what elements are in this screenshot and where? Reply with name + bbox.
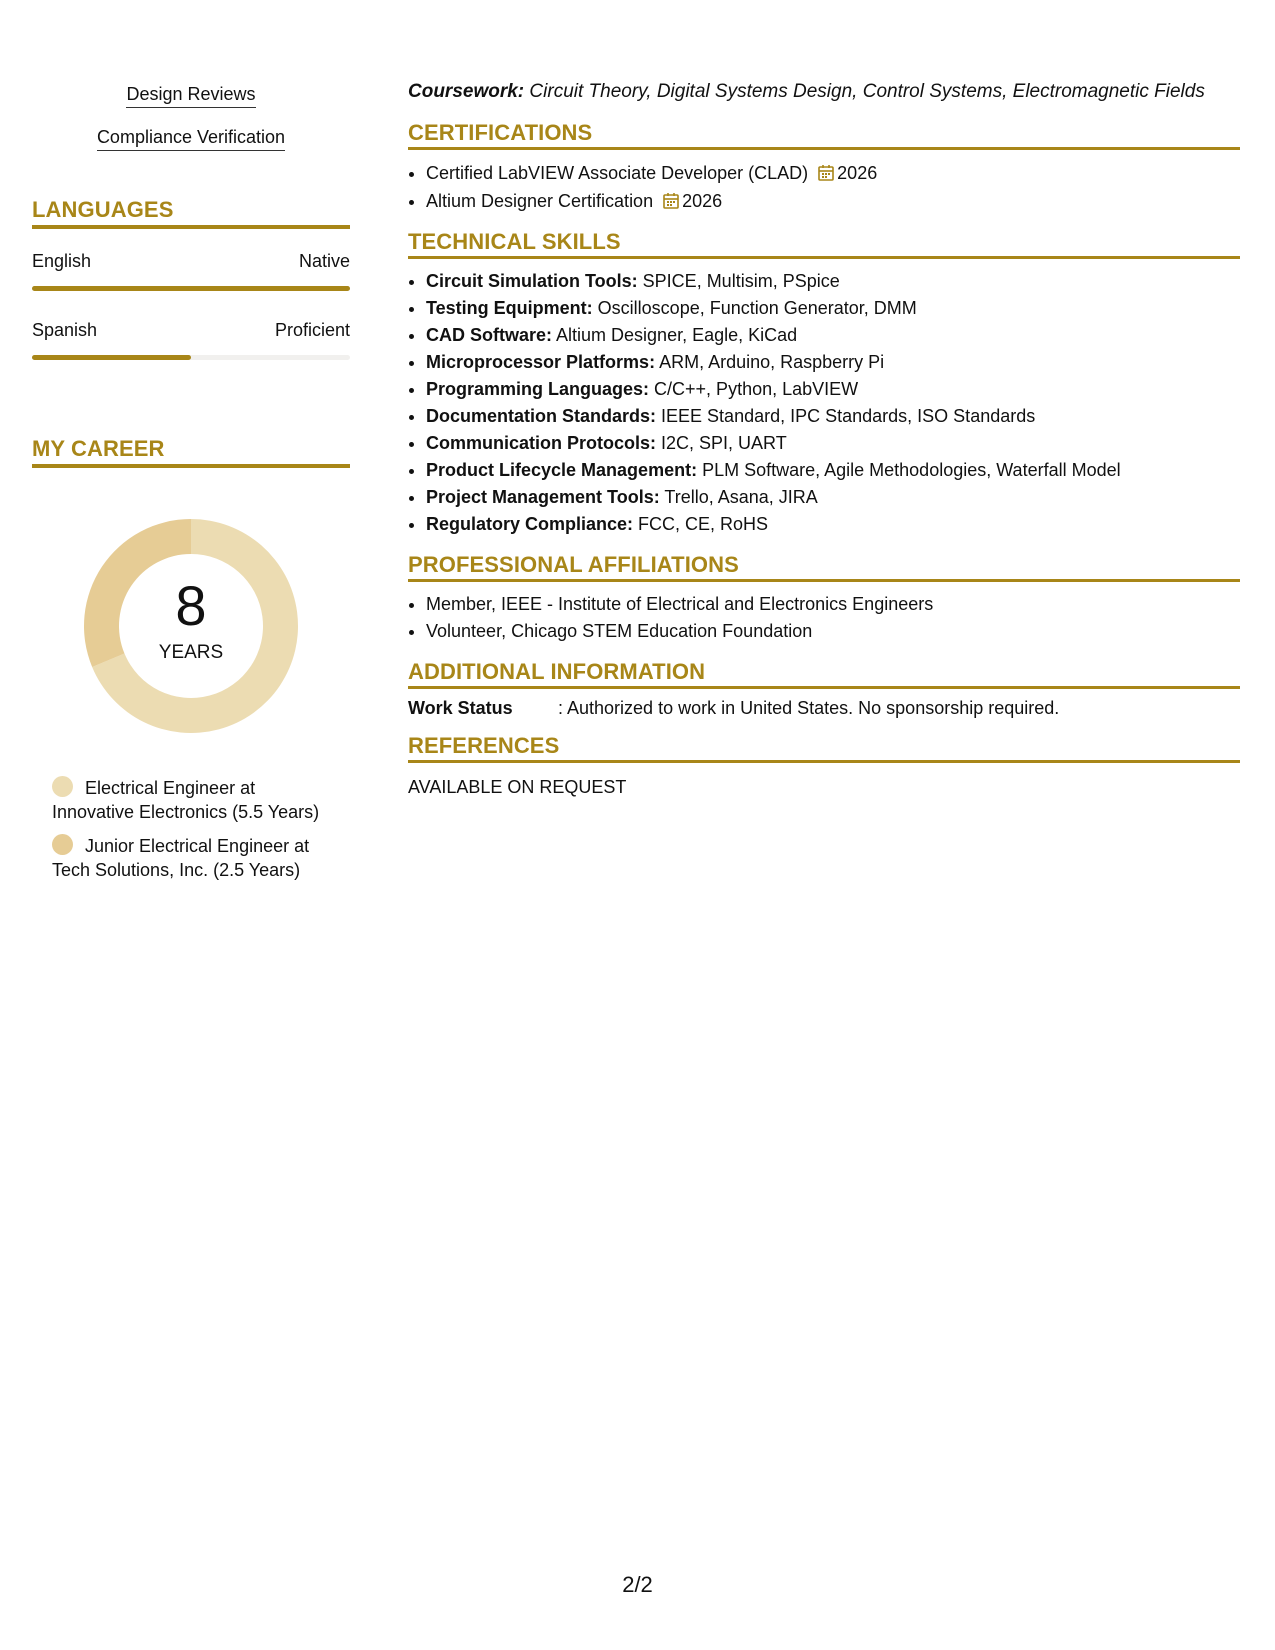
languages-heading: LANGUAGES (32, 197, 350, 229)
work-status-row (408, 698, 1240, 719)
language-item (32, 251, 350, 291)
calendar-icon (818, 164, 834, 181)
skill-item: • Product Lifecycle Management: PLM Software, Agile Methodologies, Waterfall Model (426, 457, 1240, 484)
language-bar (32, 286, 350, 291)
certifications-heading: CERTIFICATIONS (408, 120, 1240, 150)
skill-tag: Compliance Verification (32, 127, 350, 151)
skill-item: • Communication Protocols: I2C, SPI, UART (426, 430, 1240, 457)
left-column (32, 84, 350, 892)
technical-skills-list (408, 268, 1240, 538)
language-bar-fill (32, 355, 191, 360)
skill-item: • CAD Software: Altium Designer, Eagle, KiCad (426, 322, 1240, 349)
career-legend (32, 776, 350, 882)
certification-item: • Certified LabVIEW Associate Developer (CLAD) 2026 (426, 159, 1240, 187)
coursework-label: Coursework: (408, 81, 525, 102)
skill-item: • Microprocessor Platforms: ARM, Arduino, Raspberry Pi (426, 349, 1240, 376)
language-bar (32, 355, 350, 360)
certification-item: • Altium Designer Certification 2026 (426, 187, 1240, 215)
affiliation-item: • Member, IEEE - Institute of Electrical and Electronics Engineers (426, 591, 1240, 618)
certification-year: 2026 (682, 191, 723, 211)
calendar-icon (663, 192, 679, 209)
career-legend-item: Junior Electrical Engineer at Tech Solutions, Inc. (2.5 Years) (52, 836, 310, 880)
career-years-label: YEARS (158, 642, 224, 663)
skill-item: • Circuit Simulation Tools: SPICE, Multisim, PSpice (426, 268, 1240, 295)
career-heading: MY CAREER (32, 436, 350, 468)
coursework-text: Circuit Theory, Digital Systems Design, Control Systems, Electromagnetic Fields (524, 81, 1205, 102)
certifications-list (408, 159, 1240, 215)
affiliation-item: • Volunteer, Chicago STEM Education Foundation (426, 618, 1240, 645)
language-bar-fill (32, 286, 350, 291)
page-number: 2/2 (622, 1572, 653, 1597)
references-text: AVAILABLE ON REQUEST (408, 777, 627, 797)
work-status-value: : Authorized to work in United States. No sponsorship required. (558, 698, 1060, 718)
technical-skills-heading: TECHNICAL SKILLS (408, 229, 1240, 259)
language-item (32, 320, 350, 360)
language-level: Proficient (274, 320, 350, 340)
legend-dot-icon (52, 776, 73, 797)
skill-item: • Regulatory Compliance: FCC, CE, RoHS (426, 511, 1240, 538)
right-column (408, 80, 1240, 798)
language-name: Spanish (32, 320, 98, 340)
certification-year: 2026 (837, 163, 878, 183)
career-donut (75, 510, 307, 742)
additional-info-heading: ADDITIONAL INFORMATION (408, 659, 1240, 689)
skill-tag: Design Reviews (32, 84, 350, 108)
references-heading: REFERENCES (408, 733, 1240, 763)
skill-item: • Programming Languages: C/C++, Python, LabVIEW (426, 376, 1240, 403)
affiliations-list (408, 591, 1240, 645)
language-name: English (32, 251, 92, 271)
language-level: Native (298, 251, 350, 271)
coursework (408, 80, 1240, 104)
skill-item: • Documentation Standards: IEEE Standard, IPC Standards, ISO Standards (426, 403, 1240, 430)
skill-item: • Project Management Tools: Trello, Asana, JIRA (426, 484, 1240, 511)
career-total-years: 8 (175, 574, 207, 637)
work-status-label: Work Status (408, 698, 513, 718)
skill-item: • Testing Equipment: Oscilloscope, Function Generator, DMM (426, 295, 1240, 322)
legend-dot-icon (52, 834, 73, 855)
affiliations-heading: PROFESSIONAL AFFILIATIONS (408, 552, 1240, 582)
career-legend-item: Electrical Engineer at Innovative Electronics (5.5 Years) (52, 778, 320, 822)
